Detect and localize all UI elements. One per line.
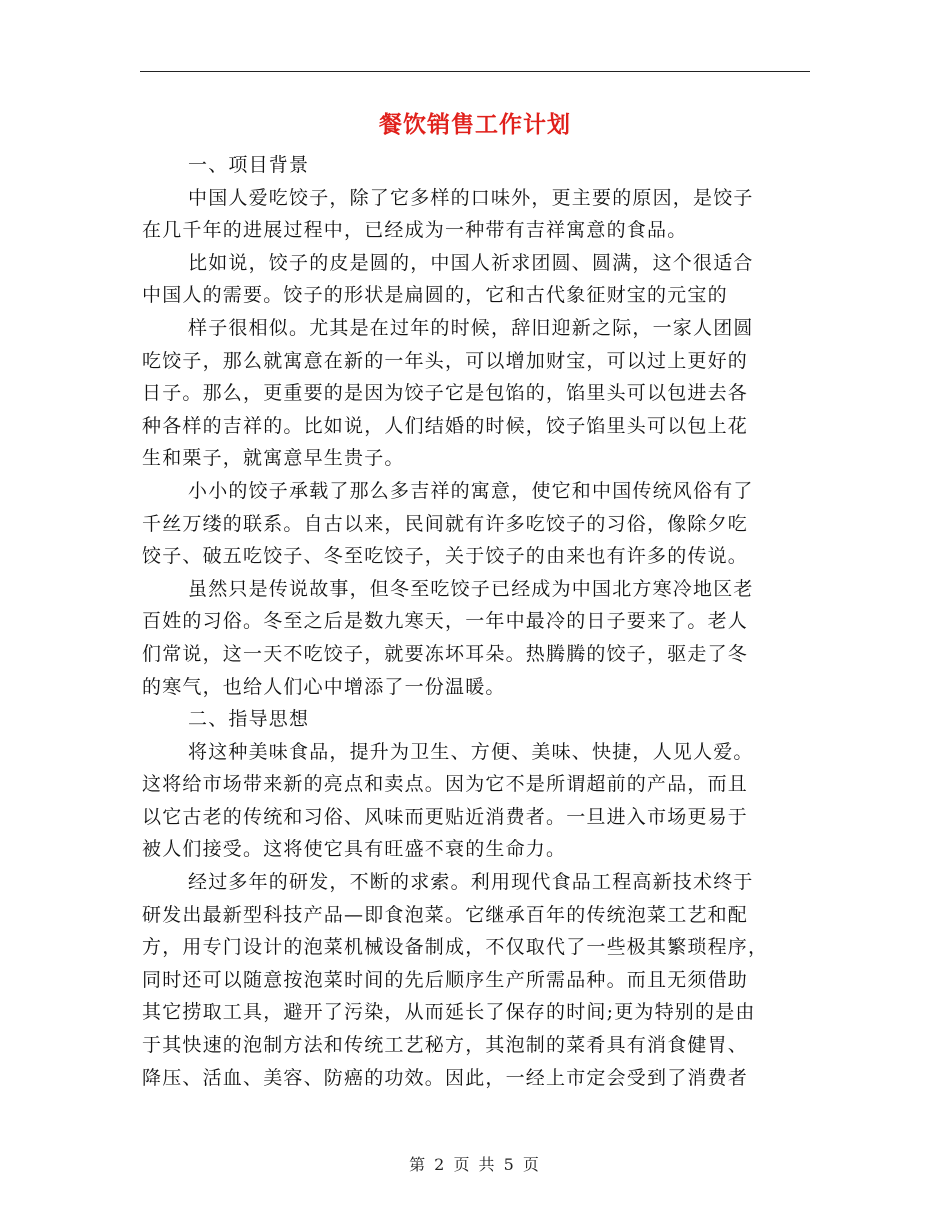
- text-line: 样子很相似。尤其是在过年的时候，辞旧迎新之际，一家人团圆: [188, 316, 754, 339]
- text-line: 饺子、破五吃饺子、冬至吃饺子，关于饺子的由来也有许多的传说。: [142, 545, 749, 568]
- text-line: 这将给市场带来新的亮点和卖点。因为它不是所谓超前的产品，而且: [142, 773, 749, 796]
- text-line: 虽然只是传说故事，但冬至吃饺子已经成为中国北方寒冷地区老: [188, 577, 754, 600]
- text-line: 将这种美味食品，提升为卫生、方便、美味、快捷，人见人爱。: [188, 740, 754, 763]
- text-line: 种各样的吉祥的。比如说，人们结婚的时候，饺子馅里头可以包上花: [142, 414, 749, 437]
- text-line: 生和栗子，就寓意早生贵子。: [142, 447, 405, 470]
- text-line: 降压、活血、美容、防癌的功效。因此，一经上市定会受到了消费者: [142, 1066, 749, 1089]
- text-line: 在几千年的进展过程中，已经成为一种带有吉祥寓意的食品。: [142, 219, 688, 242]
- text-line: 研发出最新型科技产品—即食泡菜。它继承百年的传统泡菜工艺和配: [142, 903, 749, 926]
- text-line: 千丝万缕的联系。自古以来，民间就有许多吃饺子的习俗，像除夕吃: [142, 512, 749, 535]
- text-line: 中国人爱吃饺子，除了它多样的口味外，更主要的原因，是饺子: [188, 186, 754, 209]
- text-line: 中国人的需要。饺子的形状是扁圆的，它和古代象征财宝的元宝的: [142, 284, 728, 307]
- document-body: [142, 149, 810, 1094]
- text-line: 日子。那么，更重要的是因为饺子它是包馅的，馅里头可以包进去各: [142, 382, 749, 405]
- page-footer: 第 2 页 共 5 页: [409, 1155, 541, 1174]
- text-line: 以它古老的传统和习俗、风味而更贴近消费者。一旦进入市场更易于: [142, 805, 749, 828]
- text-line: 于其快速的泡制方法和传统工艺秘方，其泡制的菜肴具有消食健胃、: [142, 1034, 749, 1057]
- text-line: 的寒气，也给人们心中增添了一份温暖。: [142, 675, 506, 698]
- text-line: 比如说，饺子的皮是圆的，中国人祈求团圆、圆满，这个很适合: [188, 251, 754, 274]
- text-line: 被人们接受。这将使它具有旺盛不衰的生命力。: [142, 838, 567, 861]
- text-line: 一、项目背景: [188, 154, 310, 176]
- text-line: 吃饺子，那么就寓意在新的一年头，可以增加财宝，可以过上更好的: [142, 349, 749, 372]
- text-line: 小小的饺子承载了那么多吉祥的寓意，使它和中国传统风俗有了: [188, 479, 754, 502]
- text-line: 百姓的习俗。冬至之后是数九寒天，一年中最冷的日子要来了。老人: [142, 610, 749, 633]
- header-rule: [140, 71, 810, 72]
- text-line: 二、指导思想: [188, 708, 310, 731]
- text-line: 同时还可以随意按泡菜时间的先后顺序生产所需品种。而且无须借助: [142, 968, 749, 991]
- text-line: 们常说，这一天不吃饺子，就要冻坏耳朵。热腾腾的饺子，驱走了冬: [142, 642, 749, 665]
- text-line: 经过多年的研发，不断的求索。利用现代食品工程高新技术终于: [188, 871, 754, 894]
- text-line: 其它捞取工具，避开了污染，从而延长了保存的时间;更为特别的是由: [142, 1001, 756, 1024]
- text-line: 方，用专门设计的泡菜机械设备制成，不仅取代了一些极其繁琐程序，: [142, 936, 769, 959]
- document-title: 餐饮销售工作计划: [379, 111, 571, 138]
